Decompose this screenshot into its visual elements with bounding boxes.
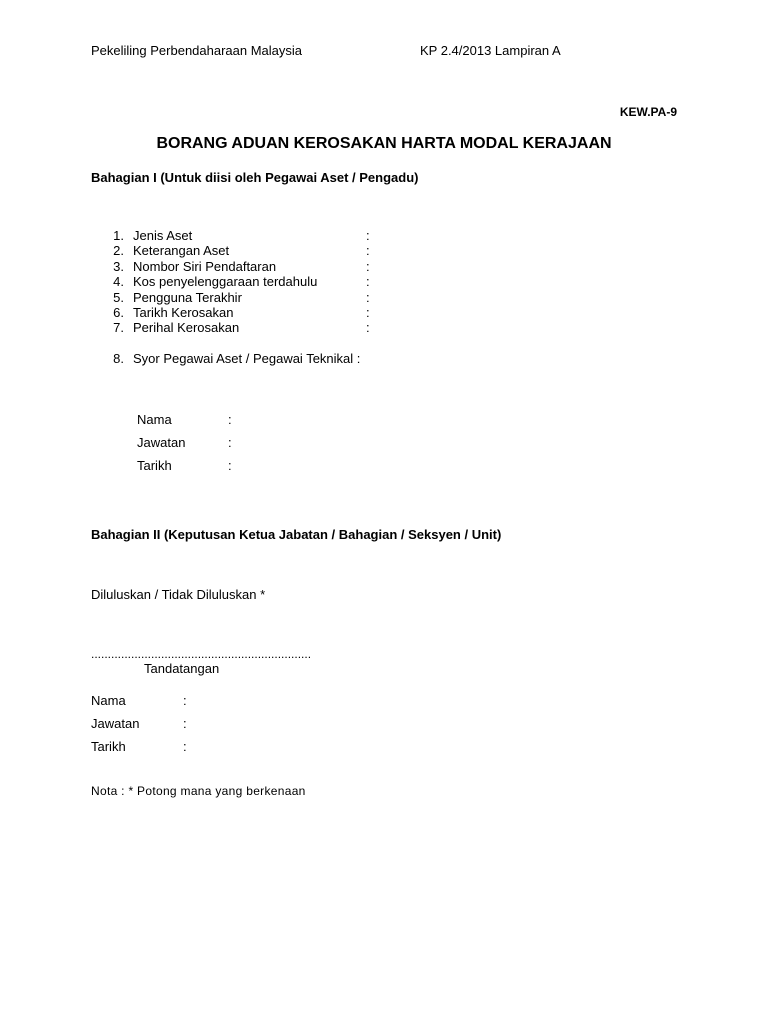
- list-item: 6. Tarikh Kerosakan :: [113, 304, 370, 320]
- list-item: 5. Pengguna Terakhir :: [113, 289, 370, 305]
- asset-details-list: [110, 228, 410, 336]
- head-date-field: Tarikh :: [91, 739, 187, 754]
- officer-position-field: Jawatan :: [137, 435, 232, 450]
- header-right: KP 2.4/2013 Lampiran A: [420, 43, 561, 58]
- decision-text: Diluluskan / Tidak Diluluskan *: [91, 587, 266, 602]
- head-position-field: Jawatan :: [91, 716, 187, 731]
- list-item: 1. Jenis Aset :: [113, 228, 370, 243]
- recommendation-label: Syor Pegawai Aset / Pegawai Teknikal :: [133, 351, 361, 366]
- head-name-field: Nama :: [91, 693, 187, 708]
- footnote: Nota : * Potong mana yang berkenaan: [91, 784, 306, 798]
- list-item: 3. Nombor Siri Pendaftaran :: [113, 258, 370, 274]
- form-title: BORANG ADUAN KEROSAKAN HARTA MODAL KERAJAAN: [156, 135, 612, 152]
- officer-fields: [137, 408, 337, 477]
- list-item: 7. Perihal Kerosakan :: [113, 320, 370, 336]
- signature-line: ..................................................................: [91, 647, 312, 661]
- item-number: 8.: [113, 351, 124, 366]
- head-fields: [91, 689, 291, 758]
- list-item: 2. Keterangan Aset :: [113, 243, 370, 259]
- section1-heading: Bahagian I (Untuk diisi oleh Pegawai Aset / Pengadu): [91, 170, 419, 185]
- header-left: Pekeliling Perbendaharaan Malaysia: [91, 43, 303, 58]
- signature-label: Tandatangan: [144, 661, 220, 676]
- section2-heading: Bahagian II (Keputusan Ketua Jabatan / Bahagian / Seksyen / Unit): [91, 527, 502, 542]
- form-code: KEW.PA-9: [619, 105, 677, 119]
- officer-name-field: Nama :: [137, 412, 232, 427]
- list-item: 4. Kos penyelenggaraan terdahulu :: [113, 274, 370, 290]
- officer-date-field: Tarikh :: [137, 458, 232, 473]
- recommendation-item: [110, 351, 410, 367]
